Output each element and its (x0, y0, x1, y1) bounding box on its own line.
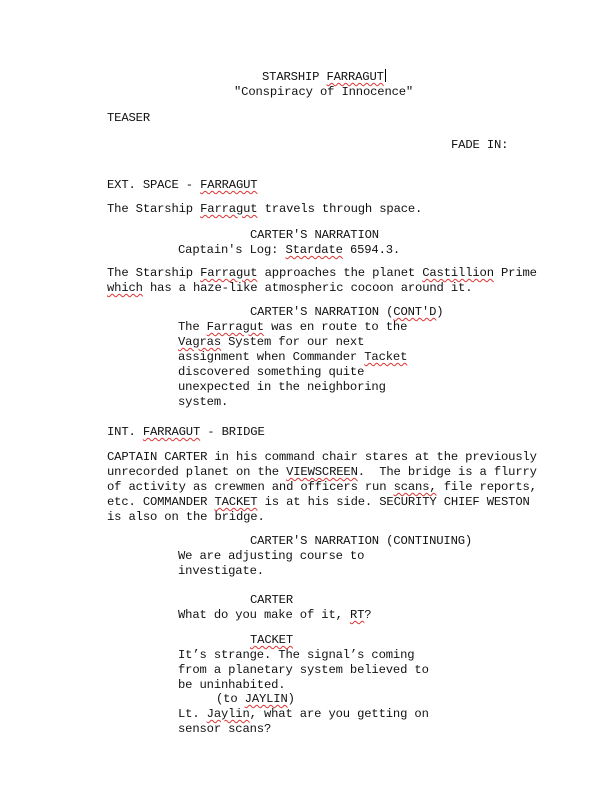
scene-heading-word: FARRAGUT (142, 425, 201, 439)
character-text: ) (436, 305, 444, 319)
action-text: unrecorded planet on the (107, 465, 287, 479)
scene-heading-word: FARRAGUT (200, 178, 258, 192)
action-text: Prime (493, 266, 537, 280)
action-line (107, 495, 530, 511)
action-text: The Starship (107, 202, 201, 216)
action-line: is also on the bridge. (107, 510, 265, 524)
parenthetical-text: (to (216, 692, 245, 706)
action-line: CAPTAIN CARTER in his command chair stares at the previously (107, 450, 537, 464)
action-word: which (107, 281, 143, 295)
dialogue-word: RT (349, 608, 365, 622)
dialogue-text: The (178, 320, 207, 334)
dialogue-line (178, 335, 364, 351)
parenthetical-word: JAYLIN (244, 692, 288, 706)
dialogue-line: We are adjusting course to (178, 549, 365, 563)
character-name (250, 305, 443, 321)
dialogue-word: Jaylin (206, 707, 250, 721)
dialogue-word: Vagras (178, 335, 221, 349)
character-text: CARTER'S NARRATION ( (250, 305, 394, 319)
action-text: travels through space. (257, 202, 423, 216)
action-line (107, 202, 422, 218)
character-name: CARTER (250, 593, 293, 607)
character-name: CARTER'S NARRATION (CONTINUING) (250, 534, 473, 548)
title-line (262, 69, 386, 86)
parenthetical-text: ) (287, 692, 295, 706)
action-text: file reports, (436, 480, 537, 494)
dialogue-word: Farragut (206, 320, 264, 334)
character-name: CARTER'S NARRATION (250, 228, 379, 242)
action-text: has a haze-like atmospheric cocoon around it. (142, 281, 473, 295)
title-ship-name: FARRAGUT (326, 70, 384, 84)
dialogue-text: System for our next (220, 335, 365, 349)
action-word: TACKET (214, 495, 258, 509)
dialogue-line: unexpected in the neighboring (178, 380, 386, 394)
dialogue-line (178, 707, 429, 723)
text-cursor (385, 69, 386, 82)
dialogue-word: Tacket (364, 350, 408, 364)
action-word: VIEWSCREEN (286, 465, 358, 479)
action-word: Farragut (200, 266, 258, 280)
action-line (107, 465, 537, 481)
scene-heading-text: - BRIDGE (200, 425, 265, 439)
dialogue-text: 6594.3. (342, 243, 401, 257)
dialogue-line (178, 320, 407, 336)
action-word: Castillion (422, 266, 494, 280)
dialogue-line (178, 243, 400, 259)
action-text: The Starship (107, 266, 201, 280)
action-word: Farragut (200, 202, 258, 216)
fade-in-transition: FADE IN: (451, 138, 509, 152)
title-text: STARSHIP (262, 70, 327, 84)
dialogue-text: Lt. (178, 707, 207, 721)
action-text: is at his side. SECURITY CHIEF WESTON (257, 495, 530, 509)
action-text: of activity as crewmen and officers run (107, 480, 394, 494)
dialogue-line: from a planetary system believed to (178, 663, 429, 677)
dialogue-line: sensor scans? (178, 722, 272, 736)
dialogue-word: Stardate (285, 243, 343, 257)
dialogue-line (178, 350, 407, 366)
character-extension: CONT'D (393, 305, 437, 319)
dialogue-line (178, 608, 371, 624)
dialogue-text: , what are you getting on (249, 707, 429, 721)
dialogue-line: discovered something quite (178, 365, 365, 379)
scene-heading-text: INT. (107, 425, 143, 439)
action-line (107, 266, 537, 282)
dialogue-line: investigate. (178, 564, 264, 578)
character-text: TACKET (250, 633, 293, 647)
scene-heading-1 (107, 178, 257, 194)
dialogue-text: ? (364, 608, 372, 622)
action-word: scans, (393, 480, 437, 494)
dialogue-text: Captain's Log: (178, 243, 286, 257)
action-line (107, 480, 537, 496)
dialogue-text: was en route to the (263, 320, 408, 334)
episode-title: "Conspiracy of Innocence" (234, 85, 414, 99)
dialogue-text: What do you make of it, (178, 608, 350, 622)
dialogue-line: system. (178, 395, 229, 409)
scene-heading-text: EXT. SPACE - (107, 178, 201, 192)
dialogue-text: assignment when Commander (178, 350, 365, 364)
dialogue-line: It’s strange. The signal’s coming (178, 648, 415, 662)
character-name (250, 633, 293, 649)
parenthetical (216, 692, 295, 708)
action-text: approaches the planet (257, 266, 423, 280)
action-text: . The bridge is a flurry (357, 465, 537, 479)
scene-heading-2 (107, 425, 265, 441)
teaser-heading: TEASER (107, 111, 150, 125)
action-text: etc. COMMANDER (107, 495, 215, 509)
dialogue-line: be uninhabited. (178, 678, 286, 692)
action-line (107, 281, 472, 297)
